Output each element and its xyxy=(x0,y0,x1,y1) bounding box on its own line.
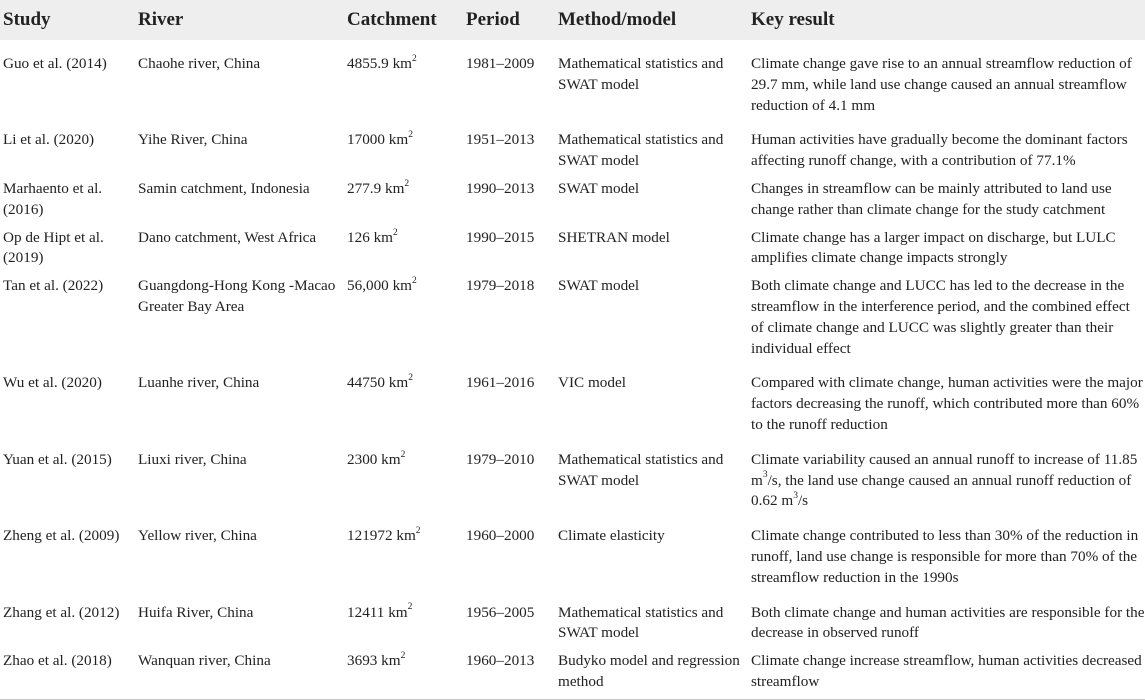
result-text: /s, the land use change caused an annual runoff reduction of 0.62 m xyxy=(751,471,1132,510)
cell-result xyxy=(748,436,1145,512)
cell-period: 1990–2015 xyxy=(466,228,535,246)
cell-period: 1961–2016 xyxy=(466,374,535,392)
catchment-value: 126 km xyxy=(347,228,393,246)
table-row xyxy=(0,40,1145,116)
table-row xyxy=(0,269,1145,359)
catchment-value: 56,000 km xyxy=(347,277,412,295)
header-result: Key result xyxy=(751,9,835,30)
catchment-unit-exponent: 2 xyxy=(400,449,406,460)
cell-study: Zhao et al. (2018) xyxy=(0,644,135,699)
catchment-unit-exponent: 2 xyxy=(408,130,413,141)
cell-river: Dano catchment, West Africa xyxy=(138,228,317,246)
catchment-unit-exponent: 2 xyxy=(408,373,413,384)
cell-catchment xyxy=(344,359,463,435)
catchment-unit-exponent: 2 xyxy=(407,602,413,613)
cell-river: Chaohe river, China xyxy=(138,55,261,72)
cell-result: Climate change gave rise to an annual streamflow reduction of 29.7 mm, while land use change caused an annual streamflow reduction of 4.1 mm xyxy=(751,55,1132,114)
catchment-value: 4855.9 km xyxy=(347,55,412,72)
header-catchment: Catchment xyxy=(347,9,437,30)
cell-result: Human activities have gradually become the dominant factors affecting runoff change, with a contribution of 77.1% xyxy=(751,131,1128,170)
catchment-unit-exponent: 2 xyxy=(415,526,421,537)
cell-method: SWAT model xyxy=(558,179,640,197)
cell-period: 1990–2013 xyxy=(466,179,535,197)
cell-period: 1979–2010 xyxy=(466,450,535,468)
catchment-value: 121972 km xyxy=(347,527,416,545)
result-text: /s xyxy=(797,492,809,510)
cell-method: Budyko model and regression method xyxy=(555,644,748,699)
table-row xyxy=(0,359,1145,435)
cell-river: Yihe River, China xyxy=(138,131,248,149)
cell-result: Both climate change and LUCC has led to the decrease in the streamflow in the interference period, and the combined effect of climate change and LUCC was slightly greater than their individual effect xyxy=(751,277,1130,357)
cell-result: Climate change has a larger impact on discharge, but LULC amplifies climate change impacts strongly xyxy=(751,228,1116,267)
cell-study: Zheng et al. (2009) xyxy=(3,527,120,545)
cell-period: 1979–2018 xyxy=(466,277,535,295)
catchment-value: 2300 km xyxy=(347,450,401,468)
header-river: River xyxy=(138,9,184,30)
cell-study: Marhaento et al. (2016) xyxy=(3,179,103,218)
table-row xyxy=(0,589,1145,645)
catchment-value: 3693 km xyxy=(347,652,401,670)
table-row xyxy=(0,221,1145,270)
cell-catchment xyxy=(344,436,463,512)
cell-river: Huifa River, China xyxy=(138,603,254,621)
cell-method: Mathematical statistics and SWAT model xyxy=(558,131,724,170)
cell-study: Wu et al. (2020) xyxy=(3,374,102,392)
cell-river: Liuxi river, China xyxy=(138,450,247,468)
table-row xyxy=(0,512,1145,588)
cell-study: Guo et al. (2014) xyxy=(3,55,107,72)
catchment-unit-exponent: 2 xyxy=(393,227,398,238)
cell-river: Guangdong-Hong Kong -Macao Greater Bay Area xyxy=(138,277,336,315)
cell-result: Climate change contributed to less than 30% of the reduction in runoff, land use change is responsible for more than 70% of the streamflow reduction in the 1990s xyxy=(751,527,1139,586)
table-row xyxy=(0,436,1145,512)
cell-period: 1956–2005 xyxy=(466,603,535,621)
cell-catchment xyxy=(344,116,463,172)
cell-river: Yellow river, China xyxy=(138,527,257,545)
cell-method: Mathematical statistics and SWAT model xyxy=(558,603,724,642)
cell-period: 1981–2009 xyxy=(466,55,535,72)
cell-method: Climate elasticity xyxy=(558,527,665,545)
header-study: Study xyxy=(3,9,51,30)
cell-river: Wanquan river, China xyxy=(135,644,344,699)
table-row xyxy=(0,172,1145,221)
catchment-value: 17000 km xyxy=(347,131,409,149)
catchment-unit-exponent: 2 xyxy=(411,276,417,287)
result-text: Climate variability caused an annual runoff to increase of 11.85 m xyxy=(751,450,1138,489)
cell-catchment xyxy=(344,589,463,645)
cell-study: Zhang et al. (2012) xyxy=(3,603,120,621)
cell-river: Luanhe river, China xyxy=(138,374,260,392)
cell-catchment xyxy=(344,221,463,270)
header-row xyxy=(0,0,1145,40)
cell-method: SWAT model xyxy=(558,277,640,295)
catchment-unit-exponent: 2 xyxy=(404,178,410,189)
cell-result: Climate change increase streamflow, human activities decreased streamflow xyxy=(748,644,1145,699)
cell-result: Compared with climate change, human activities were the major factors decreasing the runoff, which contributed more than 60% to the runoff reduction xyxy=(751,374,1143,433)
cell-period: 1951–2013 xyxy=(466,131,535,149)
cell-method: VIC model xyxy=(558,374,626,392)
table-row xyxy=(0,644,1145,699)
cell-result: Changes in streamflow can be mainly attributed to land use change rather than climate change for the study catchment xyxy=(751,179,1112,218)
cell-river: Samin catchment, Indonesia xyxy=(138,179,310,197)
cell-period: 1960–2013 xyxy=(463,644,555,699)
cell-study: Li et al. (2020) xyxy=(3,131,95,149)
unit-exponent: 3 xyxy=(762,470,768,481)
cell-study: Tan et al. (2022) xyxy=(3,277,104,295)
cell-catchment xyxy=(344,40,463,116)
catchment-value: 44750 km xyxy=(347,374,409,392)
header-period: Period xyxy=(466,9,520,30)
cell-method: SHETRAN model xyxy=(558,228,670,246)
cell-result: Both climate change and human activities are responsible for the decrease in observed runoff xyxy=(751,603,1145,642)
catchment-value: 12411 km xyxy=(347,603,408,621)
cell-period: 1960–2000 xyxy=(466,527,535,545)
cell-catchment xyxy=(344,269,463,359)
cell-catchment xyxy=(344,512,463,588)
cell-study: Yuan et al. (2015) xyxy=(3,450,112,468)
catchment-unit-exponent: 2 xyxy=(400,651,406,662)
cell-study: Op de Hipt et al. (2019) xyxy=(3,228,104,267)
cell-catchment xyxy=(344,644,463,699)
table-row xyxy=(0,116,1145,172)
cell-method: Mathematical statistics and SWAT model xyxy=(558,450,724,489)
catchment-unit-exponent: 2 xyxy=(411,53,417,64)
cell-method: Mathematical statistics and SWAT model xyxy=(558,55,724,93)
catchment-value: 277.9 km xyxy=(347,179,405,197)
header-method: Method/model xyxy=(558,9,677,30)
cell-catchment xyxy=(344,172,463,221)
unit-exponent: 3 xyxy=(793,491,798,502)
